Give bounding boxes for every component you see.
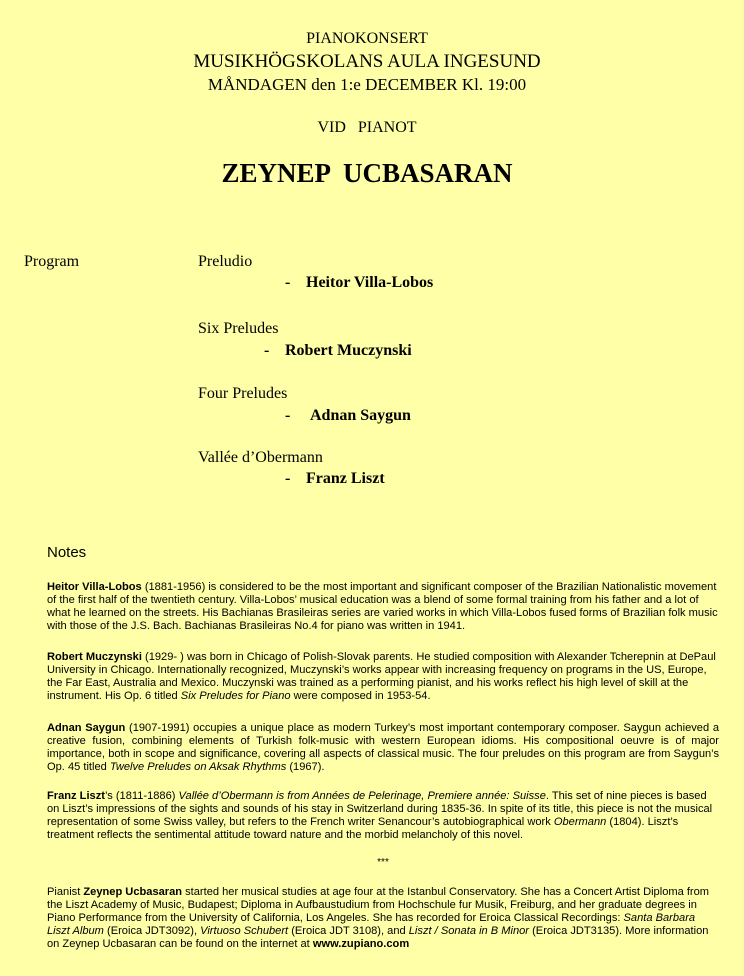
note-villa-lobos-name: Heitor Villa-Lobos xyxy=(47,581,142,593)
note-liszt-title-2: Obermann xyxy=(553,816,607,829)
venue: MUSIKHÖGSKOLANS AULA INGESUND xyxy=(193,51,541,72)
note-villa-lobos-text: (1881-1956) is considered to be the most important and significant composer of the Brazilian Nationalistic movement of the first half of the twentieth century. Villa-Lobos’ musical education was a blend of some formal training from his father and a lot of what he learned on the streets. His Bachianas Brasileiras series are varied works in which Villa-Lobos fused forms of Brazilian folk music with those of the J.S. Bach. Bachianas Brasileiras No.4 for piano was written in 1941. xyxy=(47,581,718,633)
note-muczynski xyxy=(47,651,719,703)
note-liszt-name: Franz Liszt xyxy=(47,790,105,802)
program-composer-4: Franz Liszt xyxy=(306,470,385,487)
program-composer-2: Robert Muczynski xyxy=(285,342,412,359)
program-work-2: Six Preludes xyxy=(198,320,279,337)
program-composer-1: Heitor Villa-Lobos xyxy=(306,274,434,291)
note-saygun xyxy=(47,722,719,774)
note-liszt-text-2: . This set of nine pieces is based on Liszt’s impressions of the sights and sounds of his stay in Switzerland during 1835-36. In spite of its title, this piece is not the musical representation of some Swiss valley, but refers to the French writer Senancour’s autobiographical work xyxy=(47,790,713,829)
bio-text-1: Pianist xyxy=(47,886,84,898)
note-liszt-title-1: Vallée d’Obermann is from Années de Pelerinage, Premiere année: Suisse xyxy=(178,790,546,802)
program-work-1: Preludio xyxy=(198,253,253,270)
note-villa-lobos xyxy=(47,581,719,633)
bio-recording-1-code: (Eroica JDT3092), xyxy=(103,925,201,938)
note-muczynski-tail: were composed in 1953-54. xyxy=(290,690,431,703)
program-dash-1: - xyxy=(285,274,291,291)
note-saygun-title: Twelve Preludes on Aksak Rhythms xyxy=(109,761,287,774)
website-link[interactable]: www.zupiano.com xyxy=(312,938,410,951)
performer-name: ZEYNEP UCBASARAN xyxy=(221,158,513,188)
concert-type: PIANOKONSERT xyxy=(306,30,428,47)
program-dash-3: - xyxy=(285,407,291,424)
bio-recording-1: Santa Barbara Liszt Album xyxy=(47,912,696,938)
program-dash-4: - xyxy=(285,470,291,487)
program-work-4: Vallée d’Obermann xyxy=(198,449,323,466)
note-liszt-text-1: ’s (1811-1886) xyxy=(104,790,179,802)
note-liszt-text-3: (1804). Liszt’s treatment reflects the sentimental attitude toward nature and the morbid melancholy of this novel. xyxy=(47,816,679,842)
notes-heading: Notes xyxy=(47,544,87,561)
program-dash-2: - xyxy=(264,342,270,359)
note-muczynski-text: (1929- ) was born in Chicago of Polish-Slovak parents. He studied composition with Alexander Tcherepnin at DePaul University in Chicago. Internationally recognized, Muczynski’s works appear with increasing frequency on programs in the US, Europe, the Far East, Australia and Mexico. Muczynski was trained as a performing pianist, and his works reflect his high level of skill at the instrument. His Op. 6 titled xyxy=(47,651,716,703)
bio-recording-2-code: (Eroica JDT 3108), and xyxy=(288,925,409,938)
program-work-3: Four Preludes xyxy=(198,385,288,402)
note-liszt xyxy=(47,790,719,842)
note-saygun-tail: (1967). xyxy=(286,761,325,774)
bio-recording-3: Liszt / Sonata in B Minor xyxy=(408,925,530,938)
at-piano: VID PIANOT xyxy=(317,119,417,136)
note-saygun-text: (1907-1991) occupies a unique place as modern Turkey’s most important contemporary composer. Saygun achieved a creative fusion, combining elements of Turkish folk-music with western European idioms. His compositional oeuvre is of major importance, both in scope and significance, covering all aspects of classical music. The four preludes on this program are from Saygun’s Op. 45 titled xyxy=(47,722,720,774)
bio-text-2: started her musical studies at age four at the Istanbul Conservatory. She has a Concert Artist Diploma from the Liszt Academy of Music, Budapest; Diploma in Aufbaustudium from Hochschule fur Musik, Freiburg, and her graduate degrees in Piano Performance from the University of California, Los Angeles. She has recorded for Eroica Classical Recordings: xyxy=(47,886,710,925)
note-muczynski-name: Robert Muczynski xyxy=(47,651,142,663)
bio xyxy=(47,886,719,951)
note-saygun-name: Adnan Saygun xyxy=(47,722,126,734)
date-time: MÅNDAGEN den 1:e DECEMBER Kl. 19:00 xyxy=(207,75,527,94)
bio-recording-2: Virtuoso Schubert xyxy=(200,925,289,938)
bio-text-3: (Eroica JDT3135). More information on Zeynep Ucbasaran can be found on the internet at xyxy=(47,925,709,951)
bio-name: Zeynep Ucbasaran xyxy=(83,886,183,898)
program-composer-3: Adnan Saygun xyxy=(310,407,411,424)
program-label: Program xyxy=(24,253,80,270)
separator: *** xyxy=(377,857,389,868)
note-muczynski-title: Six Preludes for Piano xyxy=(180,690,291,703)
